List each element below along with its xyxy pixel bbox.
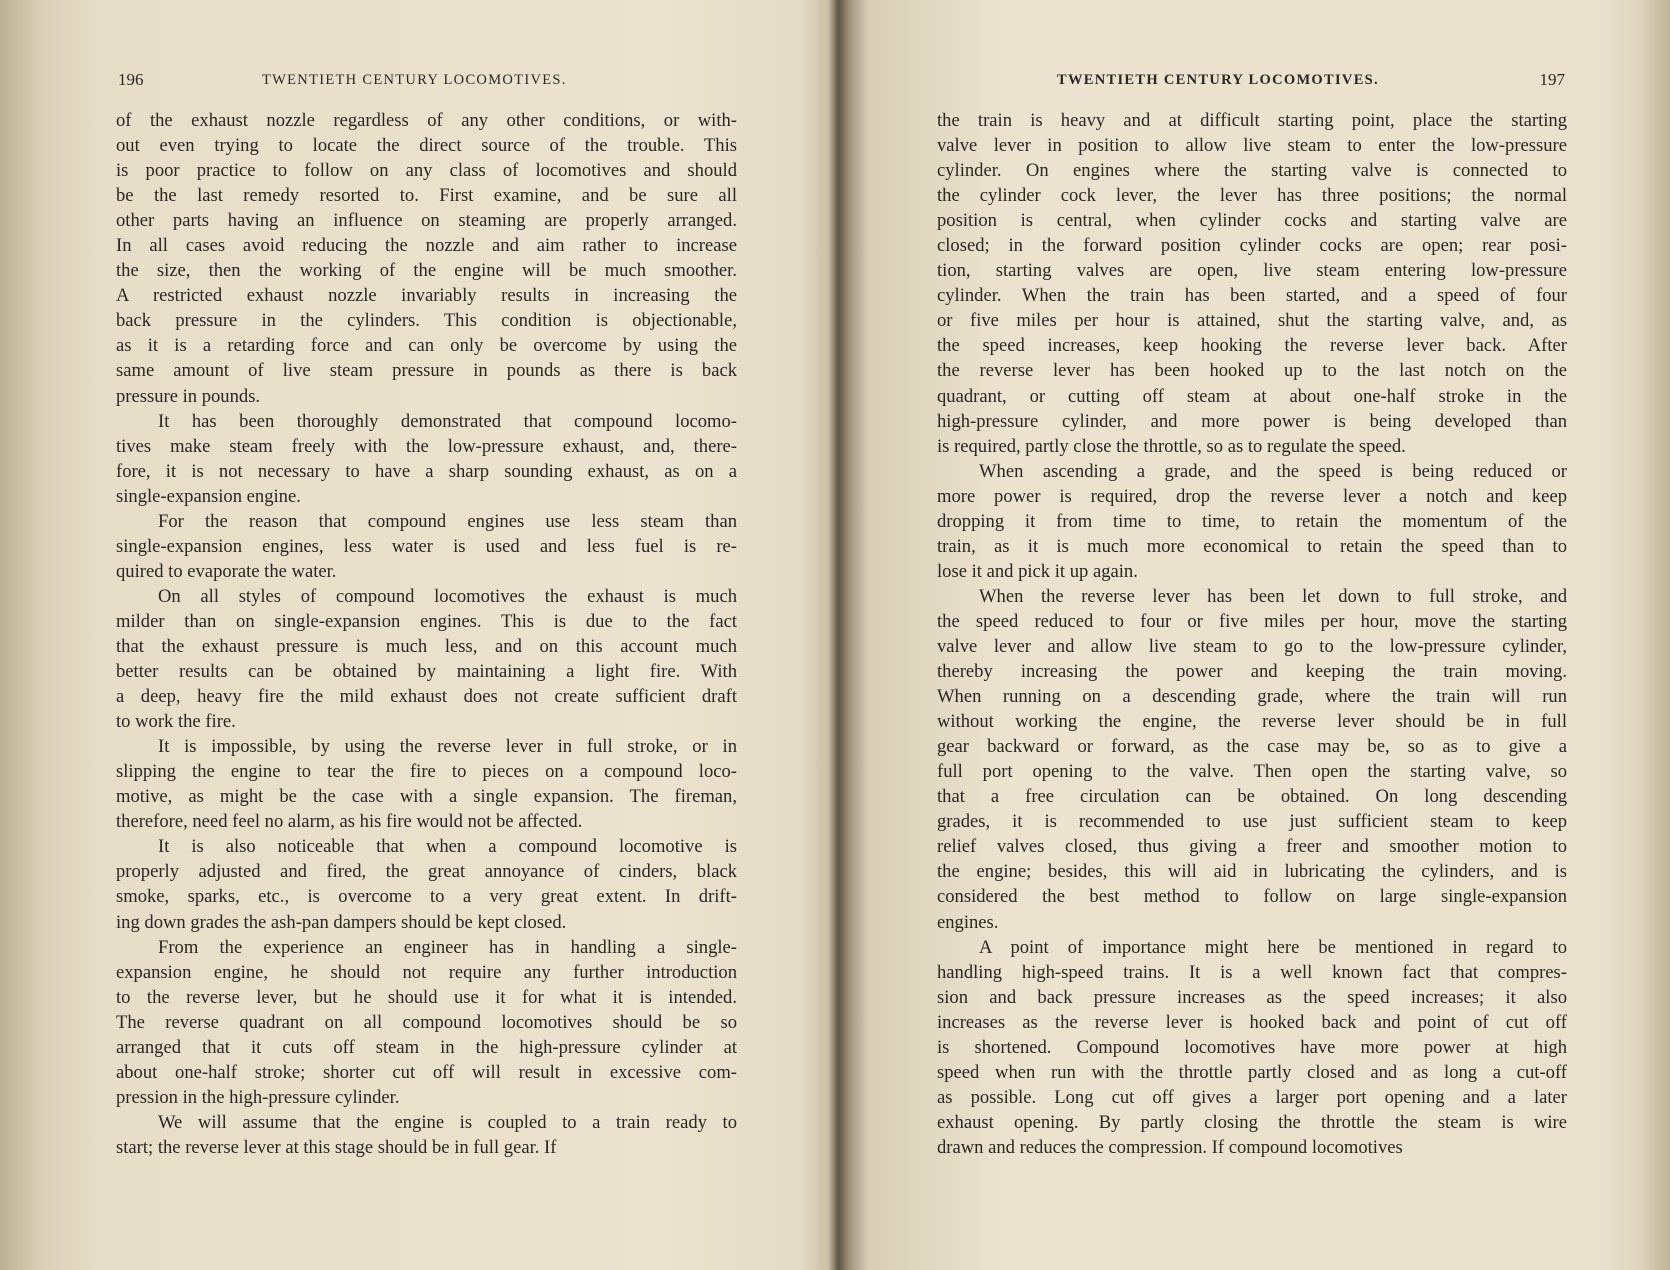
text-line: is shortened. Compound locomotives have more power at high <box>937 1036 1567 1058</box>
text-line: engines. <box>937 911 999 933</box>
text-line: It is also noticeable that when a compound locomotive is <box>158 836 737 858</box>
text-line: grades, it is recommended to use just sufficient steam to keep <box>937 811 1567 833</box>
right-page-header <box>935 70 1565 94</box>
text-line: The reverse quadrant on all compound locomotives should be so <box>116 1011 737 1033</box>
text-line: We will assume that the engine is coupled to a train ready to <box>158 1111 737 1133</box>
text-line: is poor practice to follow on any class of locomotives and should <box>116 160 737 182</box>
text-line: as possible. Long cut off gives a larger port opening and a later <box>937 1086 1567 1108</box>
text-line: ing down grades the ash-pan dampers should be kept closed. <box>116 911 567 933</box>
text-line: quadrant, or cutting off steam at about one-half stroke in the <box>937 385 1567 407</box>
text-line: cylinder. On engines where the starting valve is connected to <box>937 160 1567 182</box>
text-line: relief valves closed, thus giving a freer and smoother motion to <box>937 836 1567 858</box>
text-line: the reverse lever has been hooked up to the last notch on the <box>937 360 1567 382</box>
text-line: properly adjusted and fired, the great annoyance of cinders, black <box>116 861 737 883</box>
text-line: arranged that it cuts off steam in the high-pressure cylinder at <box>116 1036 737 1058</box>
text-line: pressure in pounds. <box>116 385 261 407</box>
left-page-body <box>116 108 737 1160</box>
right-page-body <box>937 108 1567 1160</box>
text-line: It has been thoroughly demonstrated that compound locomo- <box>158 410 737 432</box>
text-line: handling high-speed trains. It is a well known fact that compres- <box>937 961 1567 983</box>
text-line: exhaust opening. By partly closing the throttle the steam is wire <box>937 1111 1567 1133</box>
text-line: the cylinder cock lever, the lever has three positions; the normal <box>937 185 1567 207</box>
page-number: 196 <box>118 70 144 89</box>
text-line: to work the fire. <box>116 711 236 733</box>
text-line: speed when run with the throttle partly closed and as long a cut-off <box>937 1061 1567 1083</box>
text-line: A restricted exhaust nozzle invariably results in increasing the <box>116 285 737 307</box>
text-line: pression in the high-pressure cylinder. <box>116 1086 400 1108</box>
text-line: motive, as might be the case with a single expansion. The fireman, <box>116 786 737 808</box>
text-line: same amount of live steam pressure in pounds as there is back <box>116 360 737 382</box>
text-line: When running on a descending grade, where the train will run <box>937 686 1567 708</box>
text-line: more power is required, drop the reverse lever a notch and keep <box>937 485 1567 507</box>
text-line: high-pressure cylinder, and more power is being developed than <box>937 410 1567 432</box>
text-line: be the last remedy resorted to. First examine, and be sure all <box>116 185 737 207</box>
text-line: to the reverse lever, but he should use it for what it is intended. <box>116 986 737 1008</box>
text-line: It is impossible, by using the reverse lever in full stroke, or in <box>158 736 737 758</box>
text-line: closed; in the forward position cylinder cocks are open; rear posi- <box>937 235 1567 257</box>
text-line: For the reason that compound engines use less steam than <box>158 510 737 532</box>
text-line: other parts having an influence on steaming are properly arranged. <box>116 210 737 232</box>
text-line: valve lever in position to allow live steam to enter the low-pressure <box>937 135 1567 157</box>
text-line: as it is a retarding force and can only be overcome by using the <box>116 335 737 357</box>
text-line: slipping the engine to tear the fire to pieces on a compound loco- <box>116 761 737 783</box>
text-line: expansion engine, he should not require any further introduction <box>116 961 737 983</box>
text-line: smoke, sparks, etc., is overcome to a very great extent. In drift- <box>116 886 737 908</box>
text-line: tion, starting valves are open, live steam entering low-pressure <box>937 260 1567 282</box>
text-line: When ascending a grade, and the speed is being reduced or <box>979 460 1567 482</box>
text-line: single-expansion engine. <box>116 485 301 507</box>
running-head: TWENTIETH CENTURY LOCOMOTIVES. <box>1057 72 1379 88</box>
text-line: tives make steam freely with the low-pressure exhaust, and, there- <box>116 435 737 457</box>
text-line: valve lever and allow live steam to go to the low-pressure cylinder, <box>937 635 1567 657</box>
text-line: milder than on single-expansion engines. This is due to the fact <box>116 610 737 632</box>
text-line: In all cases avoid reducing the nozzle and aim rather to increase <box>116 235 737 257</box>
text-line: that the exhaust pressure is much less, and on this account much <box>116 635 737 657</box>
text-line: the speed reduced to four or five miles per hour, move the starting <box>937 610 1567 632</box>
text-line: the engine; besides, this will aid in lubricating the cylinders, and is <box>937 861 1567 883</box>
text-line: drawn and reduces the compression. If compound locomotives <box>937 1136 1403 1158</box>
text-line: quired to evaporate the water. <box>116 560 337 582</box>
text-line: gear backward or forward, as the case may be, so as to give a <box>937 736 1567 758</box>
text-line: or five miles per hour is attained, shut the starting valve, and, as <box>937 310 1567 332</box>
text-line: full port opening to the valve. Then open the starting valve, so <box>937 761 1567 783</box>
text-line: considered the best method to follow on large single-expansion <box>937 886 1567 908</box>
text-line: that a free circulation can be obtained. On long descending <box>937 786 1567 808</box>
text-line: sion and back pressure increases as the speed increases; it also <box>937 986 1567 1008</box>
text-line: position is central, when cylinder cocks and starting valve are <box>937 210 1567 232</box>
text-line: fore, it is not necessary to have a sharp sounding exhaust, as on a <box>116 460 737 482</box>
text-line: start; the reverse lever at this stage should be in full gear. If <box>116 1136 557 1158</box>
text-line: dropping it from time to time, to retain the momentum of the <box>937 510 1567 532</box>
text-line: the speed increases, keep hooking the reverse lever back. After <box>937 335 1567 357</box>
text-line: From the experience an engineer has in handling a single- <box>158 936 737 958</box>
text-line: lose it and pick it up again. <box>937 560 1138 582</box>
text-line: When the reverse lever has been let down to full stroke, and <box>979 585 1567 607</box>
text-line: out even trying to locate the direct source of the trouble. This <box>116 135 737 157</box>
text-line: the train is heavy and at difficult starting point, place the starting <box>937 110 1567 131</box>
running-head: TWENTIETH CENTURY LOCOMOTIVES. <box>262 72 567 88</box>
text-line: of the exhaust nozzle regardless of any other conditions, or with- <box>116 110 737 131</box>
text-line: thereby increasing the power and keeping the train moving. <box>937 661 1567 683</box>
text-line: is required, partly close the throttle, so as to regulate the speed. <box>937 435 1406 457</box>
text-line: a deep, heavy fire the mild exhaust does not create sufficient draft <box>116 686 737 708</box>
text-line: therefore, need feel no alarm, as his fire would not be affected. <box>116 811 583 833</box>
right-page <box>835 0 1670 1270</box>
text-line: single-expansion engines, less water is used and less fuel is re- <box>116 535 737 557</box>
text-line: without working the engine, the reverse lever should be in full <box>937 711 1567 733</box>
text-line: increases as the reverse lever is hooked back and point of cut off <box>937 1011 1567 1033</box>
page-number: 197 <box>1539 70 1565 89</box>
text-line: about one-half stroke; shorter cut off will result in excessive com- <box>116 1061 737 1083</box>
text-line: On all styles of compound locomotives the exhaust is much <box>158 585 737 607</box>
text-line: train, as it is much more economical to retain the speed than to <box>937 535 1567 557</box>
text-line: back pressure in the cylinders. This condition is objectionable, <box>116 310 737 332</box>
left-page-header <box>118 70 738 94</box>
text-line: A point of importance might here be mentioned in regard to <box>979 936 1567 958</box>
text-line: cylinder. When the train has been started, and a speed of four <box>937 285 1567 307</box>
text-line: better results can be obtained by maintaining a light fire. With <box>116 661 737 683</box>
text-line: the size, then the working of the engine will be much smoother. <box>116 260 737 282</box>
